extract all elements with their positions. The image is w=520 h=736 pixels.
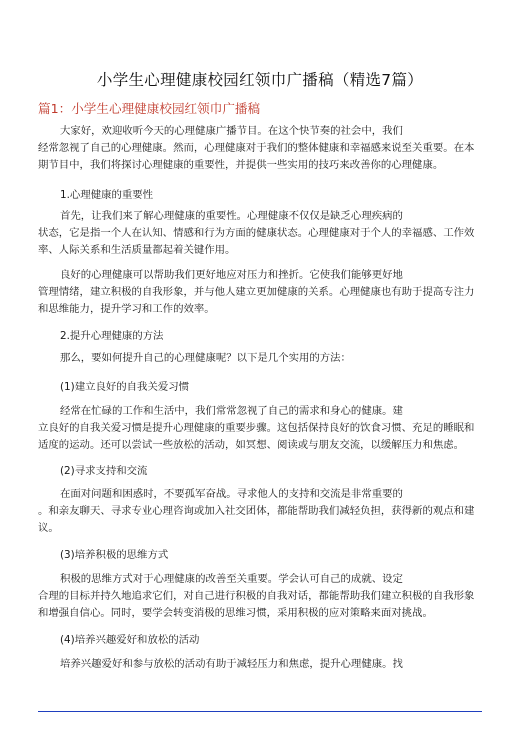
- text-line: 和思维能力，提升学习和工作的效率。: [38, 303, 215, 315]
- text-line: 大家好，欢迎收听今天的心理健康广播节目。在这个快节奏的社会中，我们: [60, 125, 403, 137]
- paragraph: [38, 571, 480, 622]
- text-line: 经常在忙碌的工作和生活中，我们常常忽视了自己的需求和身心的健康。建: [60, 405, 403, 417]
- paragraph: [38, 486, 480, 537]
- page-footer-rule: [38, 711, 482, 712]
- paragraph: [38, 267, 480, 318]
- text-line: 管理情绪，建立积极的自我形象，并与他人建立更加健康的关系。心理健康也有助于提高专注力: [38, 286, 475, 298]
- text-line: 和增强自信心。同时，要学会转变消极的思维习惯，采用积极的应对策略来面对挑战。: [38, 607, 433, 619]
- text-line: 培养兴趣爱好和参与放松的活动有助于减轻压力和焦虑，提升心理健康。找: [60, 658, 403, 670]
- section-heading: (3)培养积极的思维方式: [60, 549, 169, 561]
- paragraph: [38, 656, 480, 673]
- section-heading: (4)培养兴趣爱好和放松的活动: [60, 634, 200, 646]
- text-line: 议。: [38, 522, 59, 534]
- section-heading: (2)寻求支持和交流: [60, 465, 148, 477]
- section-heading: 2.提升心理健康的方法: [60, 330, 164, 342]
- section-heading: 1.心理健康的重要性: [60, 189, 154, 201]
- text-line: 首先，让我们来了解心理健康的重要性。心理健康不仅仅是缺乏心理疾病的: [60, 210, 403, 222]
- text-line: 合理的目标并持久地追求它们，对自己进行积极的自我对话，都能帮助我们建立积极的自我形象: [38, 590, 475, 602]
- text-line: 适度的运动。还可以尝试一些放松的活动，如冥想、阅读或与朋友交流，以缓解压力和焦虑。: [38, 439, 465, 451]
- document-title: 小学生心理健康校园红领巾广播稿（精选7篇）: [96, 71, 424, 89]
- paragraph: [38, 350, 480, 367]
- text-line: 积极的思维方式对于心理健康的改善至关重要。学会认可自己的成就、设定: [60, 573, 403, 585]
- text-line: 率、人际关系和生活质量都起着关键作用。: [38, 244, 236, 256]
- article-title: 篇1：小学生心理健康校园红领巾广播稿: [38, 101, 261, 116]
- text-line: 期节目中，我们将探讨心理健康的重要性，并提供一些实用的技巧来改善你的心理健康。: [38, 159, 444, 171]
- paragraph: [38, 403, 480, 454]
- paragraph: [38, 123, 480, 174]
- text-line: 状态，它是指一个人在认知、情感和行为方面的健康状态。心理健康对于个人的幸福感、工作效: [38, 227, 475, 239]
- text-line: 经常忽视了自己的心理健康。然而，心理健康对于我们的整体健康和幸福感来说至关重要。在本: [38, 142, 475, 154]
- paragraph: [38, 208, 480, 259]
- text-line: 那么，要如何提升自己的心理健康呢？以下是几个实用的方法：: [60, 352, 351, 364]
- text-line: 立良好的自我关爱习惯是提升心理健康的重要步骤。这包括保持良好的饮食习惯、充足的睡眠和: [38, 422, 475, 434]
- text-line: 。和亲友聊天、寻求专业心理咨询或加入社交团体，都能帮助我们减轻负担，获得新的观点和建: [38, 505, 475, 517]
- text-line: 在面对问题和困惑时，不要孤军奋战。寻求他人的支持和交流是非常重要的: [60, 488, 403, 500]
- section-heading: (1)建立良好的自我关爱习惯: [60, 381, 190, 393]
- text-line: 良好的心理健康可以帮助我们更好地应对压力和挫折。它使我们能够更好地: [60, 269, 403, 281]
